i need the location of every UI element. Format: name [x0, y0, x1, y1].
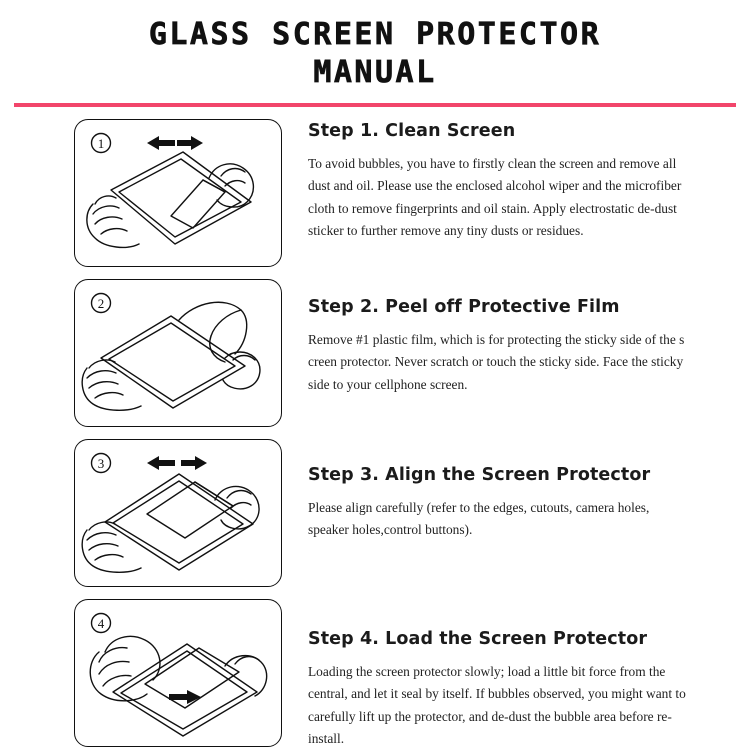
- step-badge-number: 3: [97, 455, 105, 471]
- step-body: [282, 599, 736, 751]
- step-text: To avoid bubbles, you have to firstly clean the screen and remove all dust and oil. Please use the enclosed alcohol wiper and the microfiber cloth to remove fingerprints and oil stain. Apply electrostatic de-dust sticker to further remove any tiny dusts or residues.: [308, 155, 682, 239]
- step-heading: Step 2. Peel off Protective Film: [308, 296, 620, 317]
- step-body: [282, 279, 736, 397]
- step-heading: Step 4. Load the Screen Protector: [308, 628, 648, 649]
- load-protector-illustration: [74, 599, 282, 747]
- peel-film-illustration: [74, 279, 282, 427]
- page-header: [0, 0, 750, 107]
- steps-list: [0, 119, 750, 751]
- step-badge-number: 1: [97, 135, 105, 151]
- header-divider: [14, 103, 736, 107]
- step-item: [14, 599, 736, 751]
- page-title-line-1: GLASS SCREEN PROTECTOR: [148, 17, 602, 52]
- step-badge-number: 2: [97, 295, 105, 311]
- step-item: [14, 119, 736, 267]
- step-text: Please align carefully (refer to the edges, cutouts, camera holes, speaker holes,control buttons).: [308, 499, 650, 538]
- clean-screen-illustration: [74, 119, 282, 267]
- page-title-line-2: MANUAL: [313, 55, 437, 91]
- step-item: [14, 279, 736, 427]
- step-badge-number: 4: [97, 615, 105, 631]
- step-item: [14, 439, 736, 587]
- step-body: [282, 119, 736, 243]
- step-heading: Step 3. Align the Screen Protector: [308, 464, 651, 485]
- align-protector-illustration: [74, 439, 282, 587]
- step-text: Remove #1 plastic film, which is for protecting the sticky side of the s creen protector. Never scratch or touch the sticky side. Face the sticky side to your cellphone screen.: [308, 331, 685, 392]
- step-text: Loading the screen protector slowly; load a little bit force from the central, and let it seal by itself. If bubbles observed, you might want to carefully lift up the protector, and de-dust the bubble area before re-install.: [308, 663, 686, 747]
- step-body: [282, 439, 736, 542]
- step-heading: Step 1. Clean Screen: [308, 120, 516, 141]
